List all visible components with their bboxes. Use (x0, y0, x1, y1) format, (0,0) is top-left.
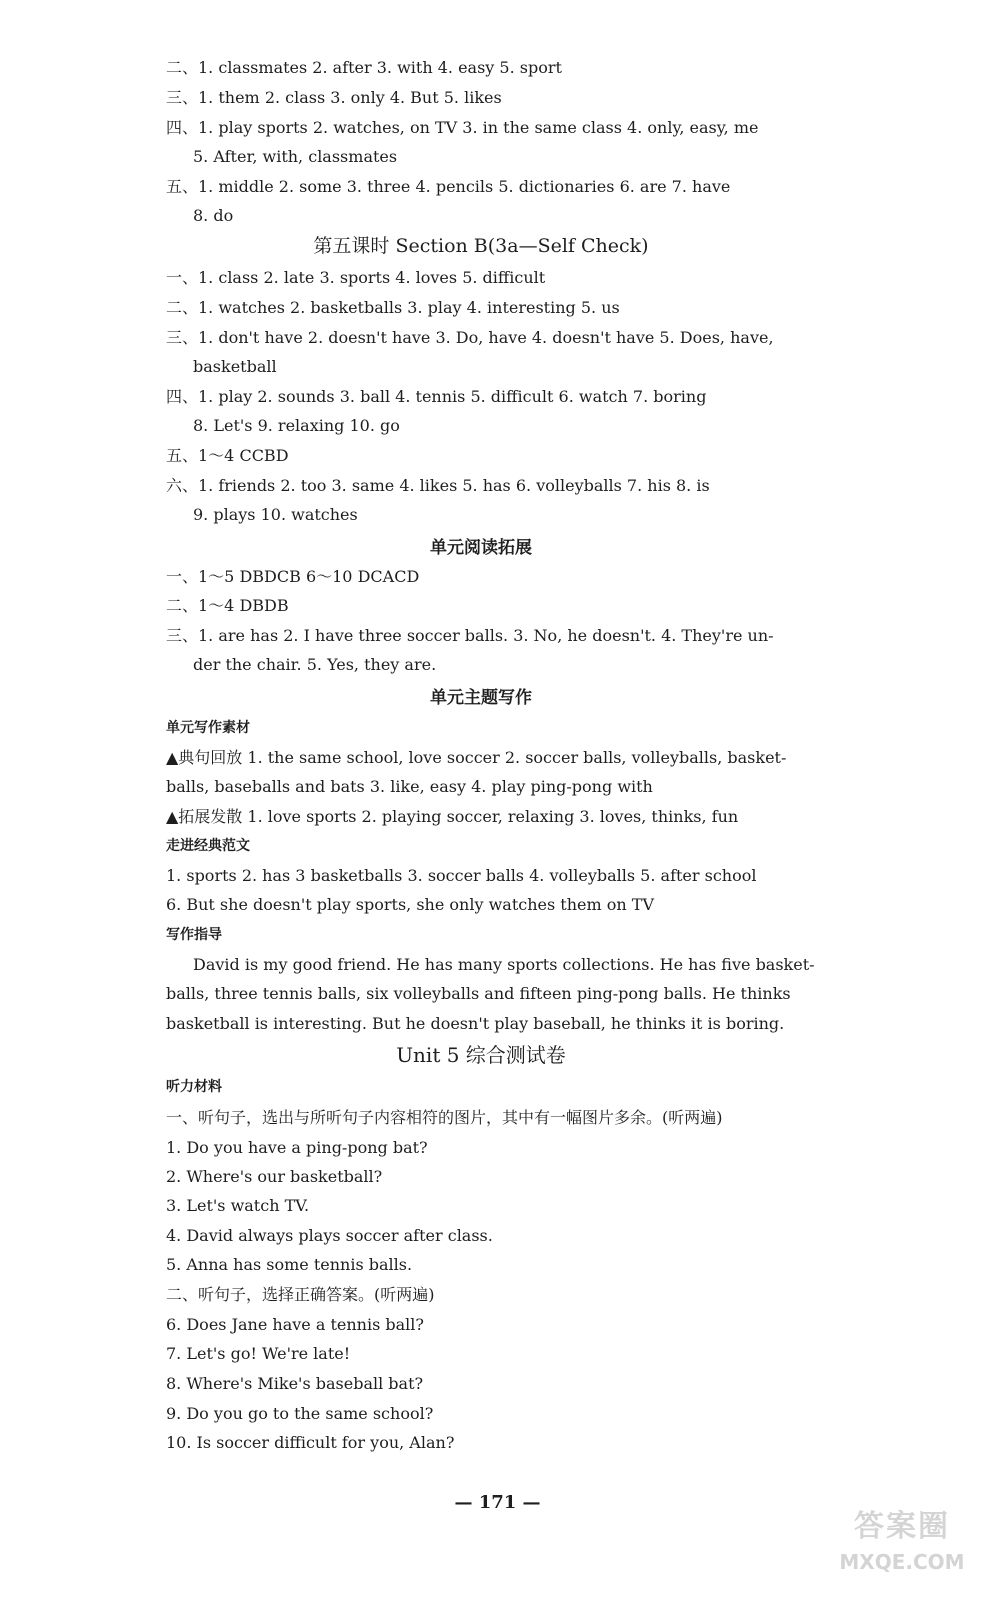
section-heading: 第五课时 Section B(3a—Self Check) (313, 235, 649, 257)
subheading: 听力材料 (166, 1079, 222, 1095)
question-line: 3. Let's watch TV. (166, 1196, 310, 1215)
answer-line: 5. After, with, classmates (193, 147, 398, 166)
section-heading: 单元主题写作 (430, 688, 532, 708)
answer-line: balls, baseballs and bats 3. like, easy 4. play ping-pong with (166, 777, 653, 796)
page-number: — 171 — (454, 1492, 541, 1513)
answer-line: 六、1. friends 2. too 3. same 4. likes 5. has 6. volleyballs 7. his 8. is (166, 476, 710, 495)
answer-line: 五、1～4 CCBD (166, 446, 289, 465)
subheading: 写作指导 (166, 927, 222, 943)
paragraph-line: David is my good friend. He has many sports collections. He has five basket- (193, 955, 815, 974)
section-heading: Unit 5 综合测试卷 (396, 1043, 566, 1067)
paragraph-line: basketball is interesting. But he doesn't play baseball, he thinks it is boring. (166, 1014, 785, 1033)
answer-line: 9. plays 10. watches (193, 505, 358, 524)
answer-line: 四、1. play sports 2. watches, on TV 3. in the same class 4. only, easy, me (166, 118, 759, 137)
question-line: 1. Do you have a ping-pong bat? (166, 1138, 428, 1157)
answer-line: 二、1. classmates 2. after 3. with 4. easy 5. sport (166, 58, 562, 77)
question-line: 2. Where's our basketball? (166, 1167, 383, 1186)
answer-line: 三、1. them 2. class 3. only 4. But 5. likes (166, 88, 502, 107)
watermark-text: 答案圈 (854, 1509, 950, 1544)
answer-line: 三、1. are has 2. I have three soccer balls. 3. No, he doesn't. 4. They're un- (166, 626, 774, 645)
answer-line: 1. sports 2. has 3 basketballs 3. soccer balls 4. volleyballs 5. after school (166, 866, 757, 885)
answer-line: 四、1. play 2. sounds 3. ball 4. tennis 5. difficult 6. watch 7. boring (166, 387, 707, 406)
question-line: 4. David always plays soccer after class. (166, 1226, 493, 1245)
section-heading: 单元阅读拓展 (430, 538, 532, 558)
answer-line: 二、1～4 DBDB (166, 596, 289, 615)
answer-line: 二、1. watches 2. basketballs 3. play 4. interesting 5. us (166, 298, 620, 317)
answer-line: der the chair. 5. Yes, they are. (193, 655, 437, 674)
question-line: 5. Anna has some tennis balls. (166, 1255, 413, 1274)
answer-line: 8. Let's 9. relaxing 10. go (193, 416, 400, 435)
answer-line: 6. But she doesn't play sports, she only watches them on TV (166, 895, 654, 914)
answer-line: 一、1～5 DBDCB 6～10 DCACD (166, 567, 420, 586)
answer-line: 三、1. don't have 2. doesn't have 3. Do, have 4. doesn't have 5. Does, have, (166, 328, 774, 347)
question-line: 9. Do you go to the same school? (166, 1404, 434, 1423)
paragraph-line: balls, three tennis balls, six volleyballs and fifteen ping-pong balls. He thinks (166, 984, 791, 1003)
answer-line: 五、1. middle 2. some 3. three 4. pencils 5. dictionaries 6. are 7. have (166, 177, 731, 196)
answer-line: 一、1. class 2. late 3. sports 4. loves 5. difficult (166, 268, 546, 287)
question-line: 6. Does Jane have a tennis ball? (166, 1315, 424, 1334)
watermark-url: MXQE.COM (839, 1550, 965, 1574)
answer-line: 8. do (193, 206, 234, 225)
subheading: 走进经典范文 (166, 838, 250, 854)
answer-line: basketball (193, 357, 277, 376)
question-line: 8. Where's Mike's baseball bat? (166, 1374, 424, 1393)
watermark-logo (827, 1505, 977, 1595)
answer-line: ▲典句回放 1. the same school, love soccer 2. soccer balls, volleyballs, basket- (166, 748, 787, 767)
question-line: 二、听句子，选择正确答案。(听两遍) (166, 1285, 435, 1304)
answer-line: ▲拓展发散 1. love sports 2. playing soccer, relaxing 3. loves, thinks, fun (166, 807, 739, 826)
question-line: 一、听句子，选出与所听句子内容相符的图片，其中有一幅图片多余。(听两遍) (166, 1108, 723, 1127)
question-line: 10. Is soccer difficult for you, Alan? (166, 1433, 455, 1452)
question-line: 7. Let's go! We're late! (166, 1344, 351, 1363)
subheading: 单元写作素材 (166, 720, 250, 736)
